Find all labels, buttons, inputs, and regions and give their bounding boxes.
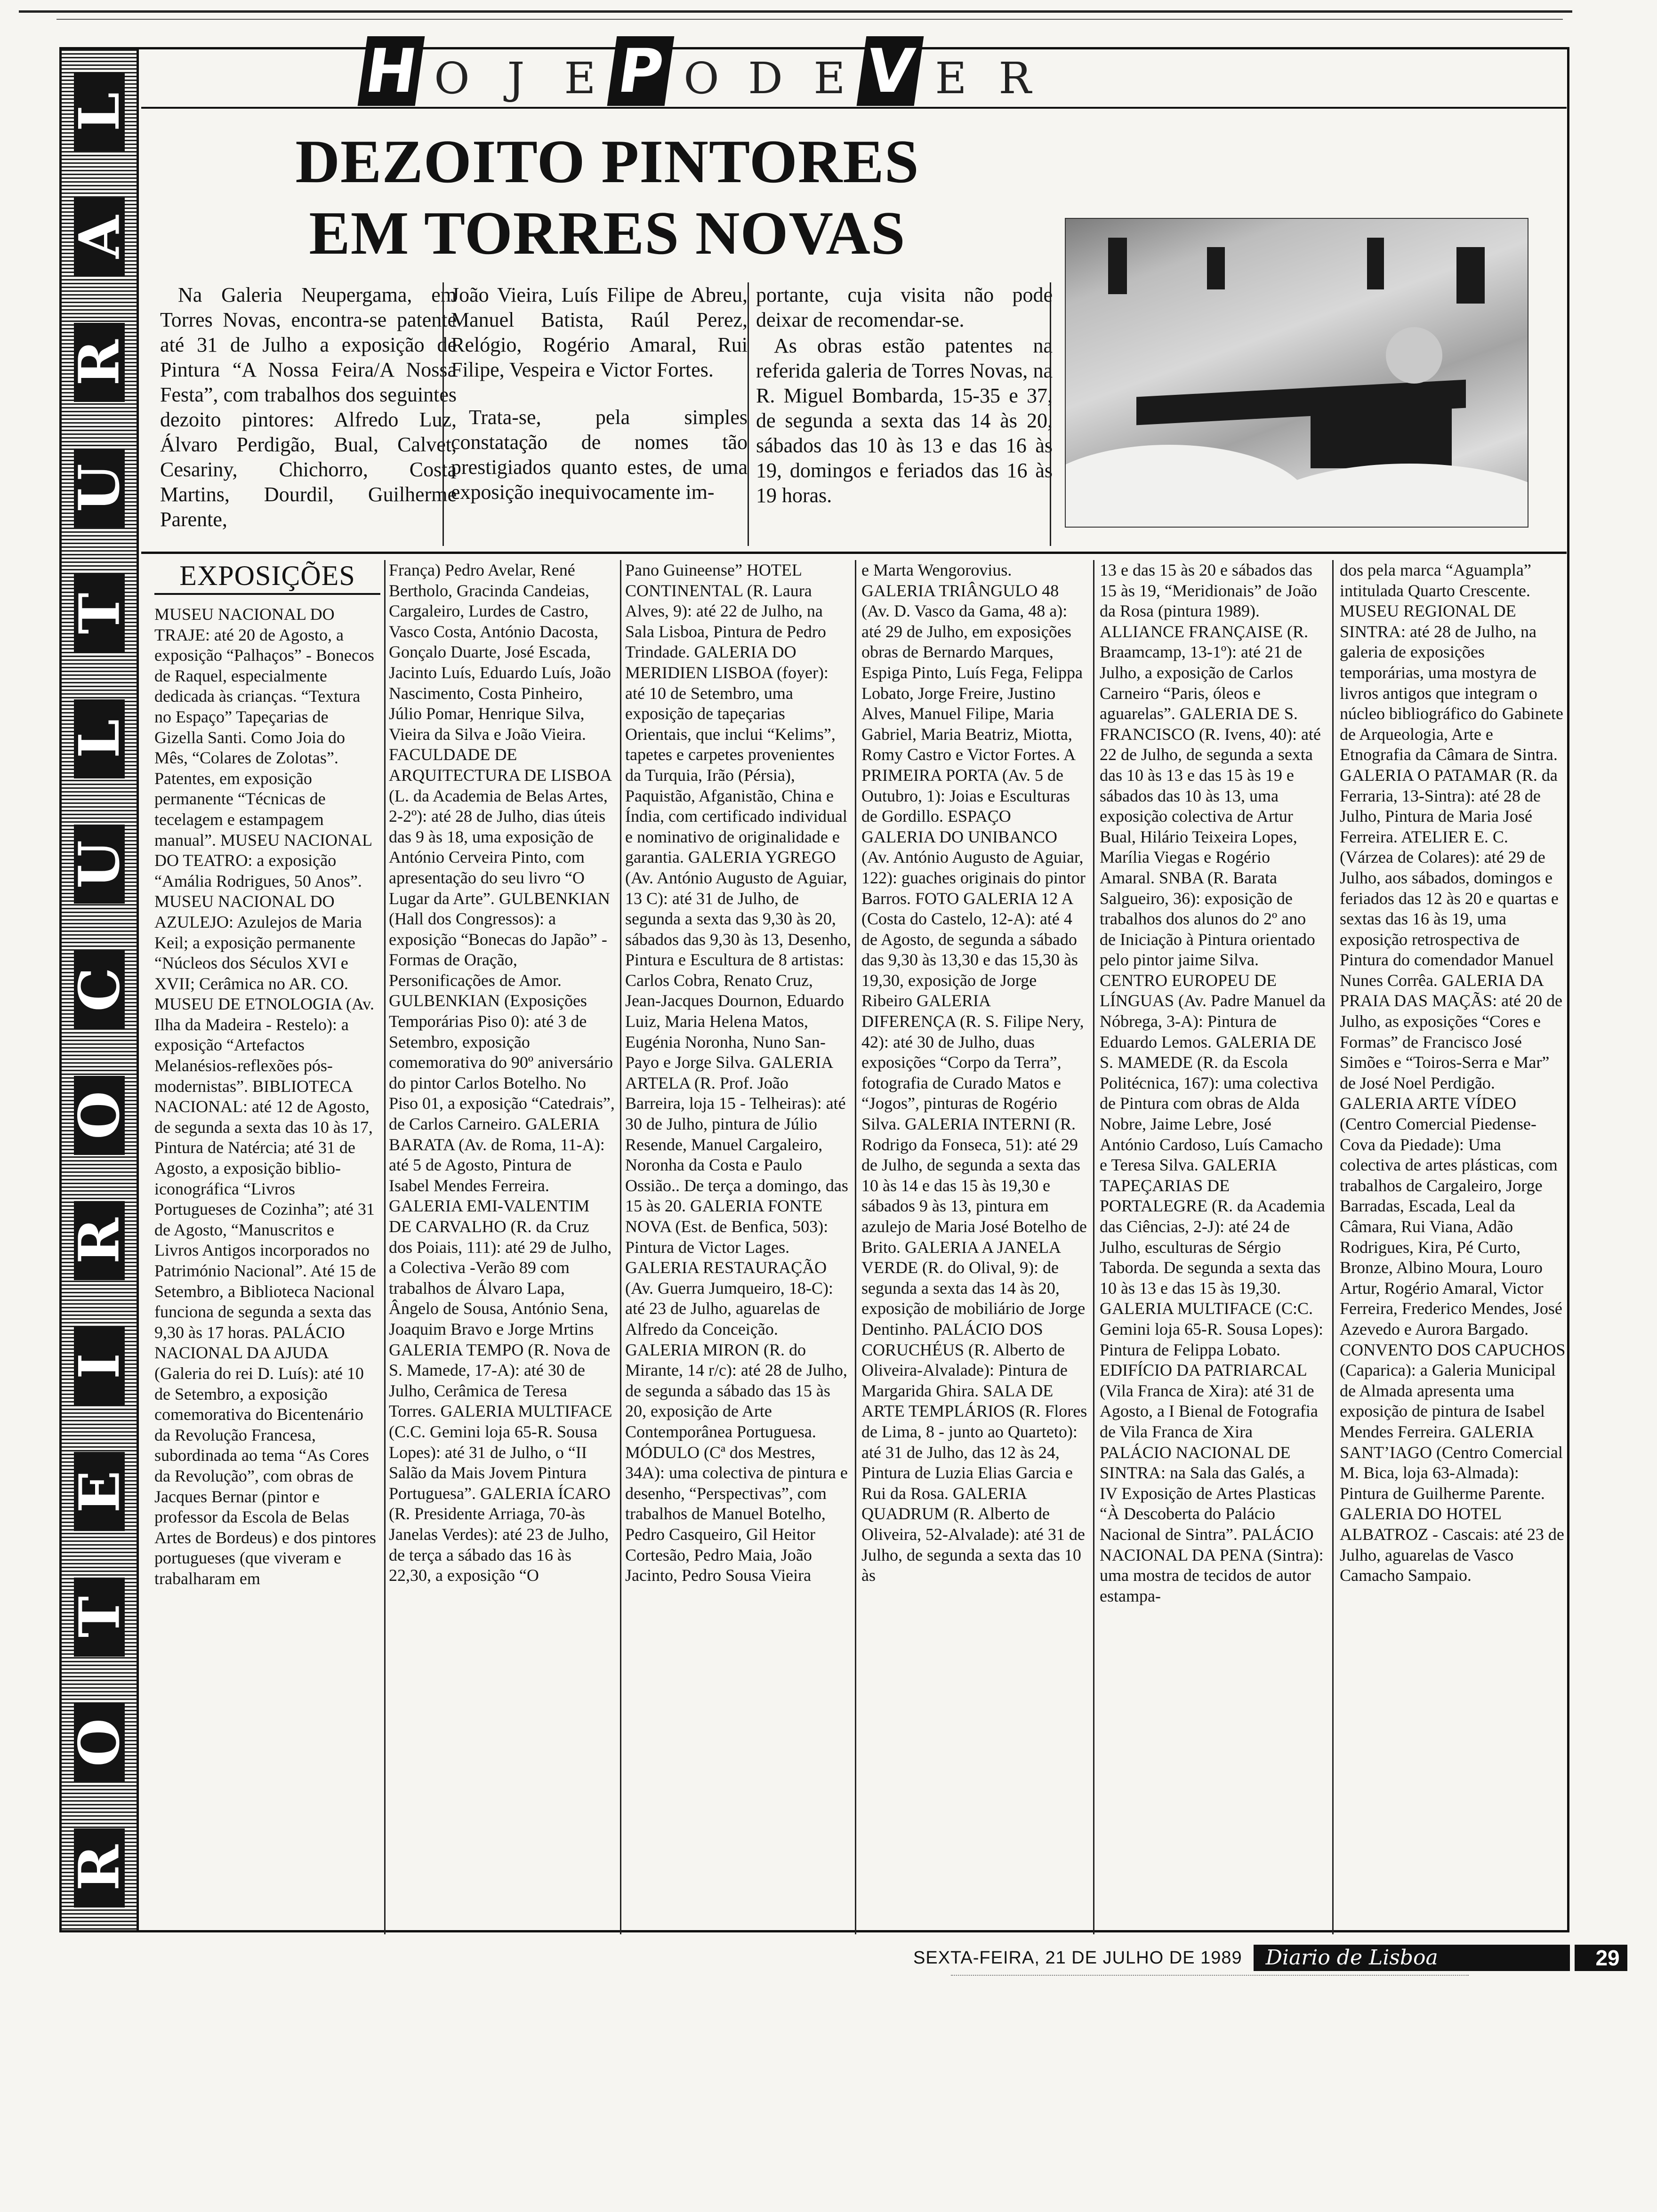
sidebar-letter: A bbox=[74, 198, 125, 277]
masthead-letter: E bbox=[935, 53, 967, 104]
section-sidebar bbox=[62, 49, 139, 1930]
sidebar-letter: U bbox=[74, 825, 125, 904]
article-paragraph: João Vieira, Luís Filipe de Abreu, Manuel Batista, Raúl Perez, Relógio, Rogério Amaral, Rui Filipe, Vespeira e Victor Fortes. bbox=[451, 283, 748, 381]
masthead-title bbox=[361, 36, 1047, 107]
sidebar-letter: T bbox=[74, 1578, 125, 1657]
sidebar-title bbox=[62, 72, 137, 1907]
column-rule bbox=[855, 560, 856, 1934]
masthead bbox=[141, 36, 1567, 109]
masthead-letter: J bbox=[507, 53, 525, 104]
listing-column-1 bbox=[154, 560, 380, 1939]
sidebar-letter: L bbox=[74, 699, 125, 778]
article-photo bbox=[1065, 218, 1528, 528]
sidebar-letter: U bbox=[74, 449, 125, 528]
article-column-2 bbox=[451, 282, 748, 541]
listing-text: 13 e das 15 às 20 e sábados das 15 às 19, “Meridionais” de João da Rosa (pintura 1989). ALLIANCE FRANÇAISE (R. Braamcamp, 13-1º): até 21 de Julho, a exposição de Carlos Carneiro “Paris, óleos e aguarelas”. GALERIA DE S. FRANCISCO (R. Ivens, 40): até 22 de Julho, de segunda a sexta das 10 às 13 e das 15 às 19 e sábados das 10 às 13, uma exposição colectiva de Artur Bual, Hilário Teixeira Lopes, Marília Viegas e Rogério Amaral. SNBA (R. Barata Salgueiro, 36): exposição de trabalhos dos alunos do 2º ano de Iniciação à Pintura orientado pelo pintor jaime Silva. CENTRO EUROPEU DE LÍNGUAS (Av. Padre Manuel da Nóbrega, 3-A): Pintura de Eduardo Lemos. GALERIA DE S. MAMEDE (R. da Escola Politécnica, 167): uma colectiva de Pintura com obras de Alda Nobre, Jaime Lebre, José António Cardoso, Luís Camacho e Teresa Silva. GALERIA TAPEÇARIAS DE PORTALEGRE (R. da Academia das Ciências, 2-J): até 24 de Julho, esculturas de Sérgio Taborda. De segunda a sexta das 10 às 13 e das 15 às 19,30. GALERIA MULTIFACE (C:C. Gemini loja 65-R. Sousa Lopes): Pintura de Felippa Lobato. EDIFÍCIO DA PATRIARCAL (Vila Franca de Xira): até 31 de Agosto, a I Bienal de Fotografia de Vila Franca de Xira PALÁCIO NACIONAL DE SINTRA: na Sala das Galés, a IV Exposição de Artes Plasticas “À Descoberta do Palácio Nacional de Sintra”. PALÁCIO NACIONAL DA PENA (Sintra): uma mostra de tecidos de autor estampa- bbox=[1100, 561, 1326, 1605]
listing-column-3 bbox=[625, 560, 851, 1939]
listing-column-5 bbox=[1100, 560, 1326, 1939]
listings-heading: EXPOSIÇÕES bbox=[154, 560, 380, 595]
top-thin-rule bbox=[56, 19, 1563, 20]
article-column-3 bbox=[756, 282, 1053, 541]
sidebar-letter: I bbox=[74, 1327, 125, 1406]
print-noise bbox=[951, 1975, 1469, 1989]
listing-text: dos pela marca “Aguampla” intitulada Quarto Crescente. MUSEU REGIONAL DE SINTRA: até 28 de Julho, na galeria de exposições temporárias, uma mostyra de livros antigos que integram o núcleo bibliográfico do Gabinete de Arqueologia, Arte e Etnografia da Câmara de Sintra. GALERIA O PATAMAR (R. da Ferraria, 13-Sintra): até 28 de Julho, Pintura de Maria José Ferreira. ATELIER E. C. (Várzea de Colares): até 29 de Julho, aos sábados, domingos e feriados das 12 às 20 e quartas e sextas das 16 às 19, uma exposição retrospectiva de Pintura do comendador Manuel Nunes Corrêa. GALERIA DA PRAIA DAS MAÇÃS: até 20 de Julho, as exposições “Cores e Formas” de Francisco José Simões e “Toiros-Serra e Mar” de José Noel Perdigão. GALERIA ARTE VÍDEO (Centro Comercial Piedense-Cova da Piedade): Uma colectiva de artes plásticas, com trabalhos de Cargaleiro, Jorge Barradas, Escada, Leal da Câmara, Rui Viana, Adão Rodrigues, Kira, Pé Curto, Bronze, Albino Moura, Louro Artur, Rogério Amaral, Victor Ferreira, Frederico Mendes, José Azevedo e Aurora Bargado. CONVENTO DOS CAPUCHOS (Caparica): a Galeria Municipal de Almada apresenta uma exposição de pintura de Isabel Mendes Ferreira. GALERIA SANT’IAGO (Centro Comercial M. Bica, loja 63-Almada): Pintura de Guilherme Parente. GALERIA DO HOTEL ALBATROZ - Cascais: até 23 de Julho, aguarelas de Vasco Camacho Sampaio. bbox=[1340, 561, 1566, 1585]
listing-text: e Marta Wengorovius. GALERIA TRIÂNGULO 48 (Av. D. Vasco da Gama, 48 a): até 29 de Julho, em exposições obras de Bernardo Marques, Espiga Pinto, Luís Fega, Felippa Lobato, Jorge Freire, Justino Alves, Manuel Filipe, Maria Gabriel, Maria Beatriz, Miotta, Romy Castro e Victor Fortes. A PRIMEIRA PORTA (Av. 5 de Outubro, 1): Joias e Esculturas de Gordillo. ESPAÇO GALERIA DO UNIBANCO (Av. António Augusto de Aguiar, 122): guaches originais do pintor Barros. FOTO GALERIA 12 A (Costa do Castelo, 12-A): até 4 de Agosto, de segunda a sábado das 9,30 às 13,30 e das 15,30 às 19,30, exposição de Jorge Ribeiro GALERIA DIFERENÇA (R. S. Filipe Nery, 42): até 30 de Julho, duas exposições “Corpo da Terra”, fotografia de Curado Matos e “Jogos”, pinturas de Rogério Silva. GALERIA INTERNI (R. Rodrigo da Fonseca, 51): até 29 de Julho, de segunda a sexta das 10 às 14 e das 15 às 19,30 e sábados 9 às 13, pintura em azulejo de Maria José Botelho de Brito. GALERIA A JANELA VERDE (R. do Olival, 9): de segunda a sexta das 14 às 20, exposição de mobiliário de Jorge Dentinho. PALÁCIO DOS CORUCHÉUS (R. Alberto de Oliveira-Alvalade): Pintura de Margarida Ghira. SALA DE ARTE TEMPLÁRIOS (R. Flores de Lima, 8 - junto ao Quarteto): até 31 de Julho, das 12 às 24, Pintura de Luzia Elias Garcia e Rui da Rosa. GALERIA QUADRUM (R. Alberto de Oliveira, 52-Alvalade): até 31 de Julho, de segunda a sexta das 10 às bbox=[861, 561, 1087, 1585]
sidebar-letter: L bbox=[74, 72, 125, 151]
masthead-letter: O bbox=[684, 53, 719, 104]
page-number: 29 bbox=[1575, 1945, 1627, 1971]
top-border-rule bbox=[19, 10, 1572, 13]
section-divider bbox=[141, 552, 1567, 554]
column-rule bbox=[1093, 560, 1094, 1934]
listing-text: França) Pedro Avelar, René Bertholo, Gracinda Candeias, Cargaleiro, Lurdes de Castro, Vasco Costa, António Dacosta, Gonçalo Duarte, José Escada, Jacinto Luís, Eduardo Luís, João Nascimento, Costa Pinheiro, Júlio Pomar, Henrique Silva, Vieira da Silva e João Vieira. FACULDADE DE ARQUITECTURA DE LISBOA (L. da Academia de Belas Artes, 2-2º): até 28 de Julho, dias úteis das 9 às 18, uma exposição de António Cerveira Pinto, com apresentação do seu livro “O Lugar da Arte”. GULBENKIAN (Hall dos Congressos): a exposição “Bonecas do Japão” - Formas de Oração, Personificações de Amor. GULBENKIAN (Exposições Temporárias Piso 0): até 3 de Setembro, exposição comemorativa do 90º aniversário do pintor Carlos Botelho. No Piso 01, a exposição “Catedrais”, de Carlos Carneiro. GALERIA BARATA (Av. de Roma, 11-A): até 5 de Agosto, Pintura de Isabel Mendes Ferreira. GALERIA EMI-VALENTIM DE CARVALHO (R. da Cruz dos Poiais, 111): até 29 de Julho, a Colectiva -Verão 89 com trabalhos de Álvaro Lapa, Ângelo de Sousa, António Sena, Joaquim Bravo e Jorge Mrtins GALERIA TEMPO (R. Nova de S. Mamede, 17-A): até 30 de Julho, Cerâmica de Teresa Torres. GALERIA MULTIFACE (C.C. Gemini loja 65-R. Sousa Lopes): até 31 de Julho, o “II Salão da Mais Jovem Pintura Portuguesa”. GALERIA ÍCARO (R. Presidente Arriaga, 70-às Janelas Verdes): até 23 de Julho, de terça a sábado das 16 às 22,30, a exposição “O bbox=[389, 561, 615, 1585]
masthead-letter-highlight: H bbox=[358, 36, 425, 106]
listing-text: MUSEU NACIONAL DO TRAJE: até 20 de Agosto, a exposição “Palhaços” - Bonecos de Raquel, especialmente dedicada às crianças. “Textura no Espaço” Tapeçarias de Gizella Santi. Como Joia do Mês, “Colares de Zolotas”. Patentes, em exposição permanente “Técnicas de tecelagem e estampagem manual”. MUSEU NACIONAL DO TEATRO: a exposição “Amália Rodrigues, 50 Anos”. MUSEU NACIONAL DO AZULEJO: Azulejos de Maria Keil; a exposição permanente “Núcleos dos Séculos XVI e XVII; Cerâmica no AR. CO. MUSEU DE ETNOLOGIA (Av. Ilha da Madeira - Restelo): a exposição “Artefactos Melanésios-reflexões pós-modernistas”. BIBLIOTECA NACIONAL: até 12 de Agosto, de segunda a sexta das 10 às 17, Pintura de Natércia; até 31 de Agosto, a exposição biblio-iconográfica “Livros Portugueses de Cozinha”; até 31 de Agosto, “Manuscritos e Livros Antigos incorporados no Património Nacional”. Até 15 de Setembro, a Biblioteca Nacional funciona de segunda a sexta das 9,30 às 17 horas. PALÁCIO NACIONAL DA AJUDA (Galeria do rei D. Luís): até 10 de Setembro, a exposição comemorativa do Bicentenário da Revolução Francesa, subordinada ao tema “As Cores da Revolução”, com obras de Jacques Bernar (pintor e professor da Escola de Belas Artes de Bordeus) e dos pintores portugueses (que viveram e trabalharam em bbox=[154, 605, 376, 1588]
column-rule bbox=[1050, 282, 1051, 546]
listing-text: Pano Guineense” HOTEL CONTINENTAL (R. Laura Alves, 9): até 22 de Julho, na Sala Lisboa, Pintura de Pedro Trindade. GALERIA DO MERIDIEN LISBOA (foyer): até 10 de Setembro, uma exposição de tapeçarias Orientais, que inclui “Kelims”, tapetes e carpetes provenientes da Turquia, Irão (Pérsia), Paquistão, Afganistão, China e Índia, com certificado individual e nominativo de originalidade e garantia. GALERIA YGREGO (Av. António Augusto de Aguiar, 13 C): até 31 de Julho, de segunda a sexta das 9,30 às 20, sábados das 9,30 às 13, Desenho, Pintura e Escultura de 8 artistas: Carlos Cobra, Renato Cruz, Jean-Jacques Dournon, Eduardo Luiz, Maria Helena Matos, Eugénia Noronha, Nuno San-Payo e Jorge Silva. GALERIA ARTELA (R. Prof. João Barreira, loja 15 - Telheiras): até 30 de Julho, pintura de Júlio Resende, Manuel Cargaleiro, Noronha da Costa e Paulo Ossião.. De terça a domingo, das 15 às 20. GALERIA FONTE NOVA (Est. de Benfica, 503): Pintura de Victor Lages. GALERIA RESTAURAÇÃO (Av. Guerra Jumqueiro, 18-C): até 23 de Julho, aguarelas de Alfredo da Conceição. GALERIA MIRON (R. do Mirante, 14 r/c): até 28 de Julho, de segunda a sábado das 15 às 20, exposição de Arte Contemporânea Portuguesa. MÓDULO (Cª dos Mestres, 34A): uma colectiva de pintura e desenho, “Perspectivas”, com trabalhos de Manuel Botelho, Pedro Casqueiro, Gil Heitor Cortesão, Pedro Maia, João Jacinto, Pedro Sousa Vieira bbox=[625, 561, 851, 1585]
column-rule bbox=[620, 560, 621, 1934]
masthead-letter: E bbox=[564, 53, 596, 104]
article-paragraph: portante, cuja visita não pode deixar de recomendar-se. bbox=[756, 283, 1053, 331]
column-rule bbox=[1332, 560, 1334, 1934]
newspaper-name: Diario de Lisboa bbox=[1254, 1945, 1570, 1971]
article-paragraph: As obras estão patentes na referida galeria de Torres Novas, na R. Miguel Bombarda, 15-35 e 37, de segunda a sexta das 14 às 20, sábados das 10 às 13 e das 16 às 19, domingos e feriados das 16 às 19 horas. bbox=[756, 334, 1053, 507]
sidebar-letter: O bbox=[74, 1076, 125, 1155]
masthead-letter: D bbox=[748, 53, 783, 104]
column-rule bbox=[384, 560, 386, 1934]
page-footer bbox=[913, 1944, 1627, 1972]
column-rule bbox=[442, 282, 444, 546]
masthead-letter: E bbox=[813, 53, 845, 104]
listing-column-2 bbox=[389, 560, 615, 1939]
listing-column-6 bbox=[1340, 560, 1566, 1939]
masthead-letter-highlight: P bbox=[607, 36, 675, 106]
sidebar-letter: R bbox=[74, 1201, 125, 1280]
sidebar-letter: E bbox=[74, 1452, 125, 1531]
article-headline bbox=[254, 126, 960, 269]
headline-line-2: EM TORRES NOVAS bbox=[309, 199, 906, 267]
article-paragraph: Na Galeria Neupergama, em Torres Novas, encontra-se patente até 31 de Julho a exposição de Pintura “A Nossa Feira/A Nossa Festa”, com trabalhos dos seguintes dezoito pintores: Alfredo Luz, Álvaro Perdigão, Bual, Calvet, Cesariny, Chichorro, Costa Martins, Dourdil, Guilherme Parente, bbox=[160, 283, 457, 531]
masthead-letter: O bbox=[434, 53, 470, 104]
article-paragraph: Trata-se, pela simples constatação de nomes tão prestigiados quanto estes, de uma exposição inequivocamente im- bbox=[451, 406, 748, 504]
headline-line-1: DEZOITO PINTORES bbox=[295, 128, 919, 196]
issue-date: SEXTA-FEIRA, 21 DE JULHO DE 1989 bbox=[913, 1948, 1242, 1968]
column-rule bbox=[748, 282, 749, 546]
listing-column-4 bbox=[861, 560, 1087, 1939]
masthead-letter-highlight: V bbox=[857, 36, 924, 106]
sidebar-letter: O bbox=[74, 1703, 125, 1782]
sidebar-letter: R bbox=[74, 1828, 125, 1907]
article-column-1 bbox=[160, 282, 457, 541]
sidebar-letter: T bbox=[74, 574, 125, 653]
masthead-letter: R bbox=[998, 53, 1031, 104]
sidebar-letter: R bbox=[74, 323, 125, 402]
sidebar-letter: C bbox=[74, 950, 125, 1029]
